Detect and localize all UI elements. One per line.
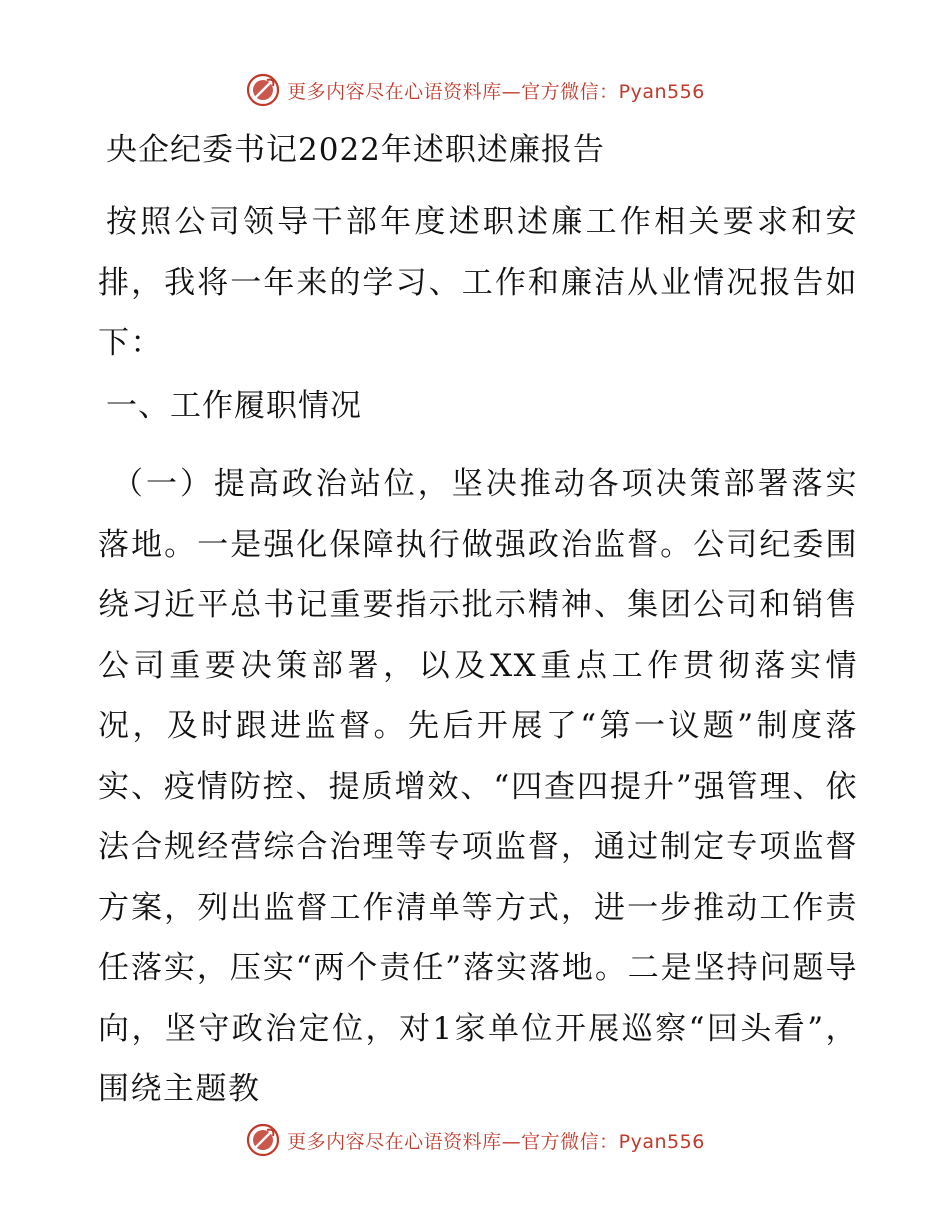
intro-paragraph: 按照公司领导干部年度述职述廉工作相关要求和安排，我将一年来的学习、工作和廉洁从业情况报告如下： xyxy=(98,204,858,361)
watermark-text: 更多内容尽在心语资料库—官方微信：Pyan556 xyxy=(287,80,705,103)
section-heading: 一、工作履职情况 xyxy=(106,388,362,424)
watermark-text: 更多内容尽在心语资料库—官方微信：Pyan556 xyxy=(287,1130,705,1153)
quill-pen-seal-icon xyxy=(245,72,281,108)
watermark-footer xyxy=(0,1120,950,1160)
quill-pen-seal-icon xyxy=(245,1122,281,1158)
watermark-header xyxy=(0,70,950,110)
body-paragraph: （一）提高政治站位，坚决推动各项决策部署落实落地。一是强化保障执行做强政治监督。公司纪委围绕习近平总书记重要指示批示精神、集团公司和销售公司重要决策部署，以及XX重点工作贯彻落实情况，及时跟进监督。先后开展了“第一议题”制度落实、疫情防控、提质增效、“四查四提升”强管理、依法合规经营综合治理等专项监督，通过制定专项监督方案，列出监督工作清单等方式，进一步推动工作责任落实，压实“两个责任”落实落地。二是坚持问题导向，坚守政治定位，对1家单位开展巡察“回头看”，围绕主题教 xyxy=(98,466,858,1107)
document-title: 央企纪委书记2022年述职述廉报告 xyxy=(106,132,605,168)
